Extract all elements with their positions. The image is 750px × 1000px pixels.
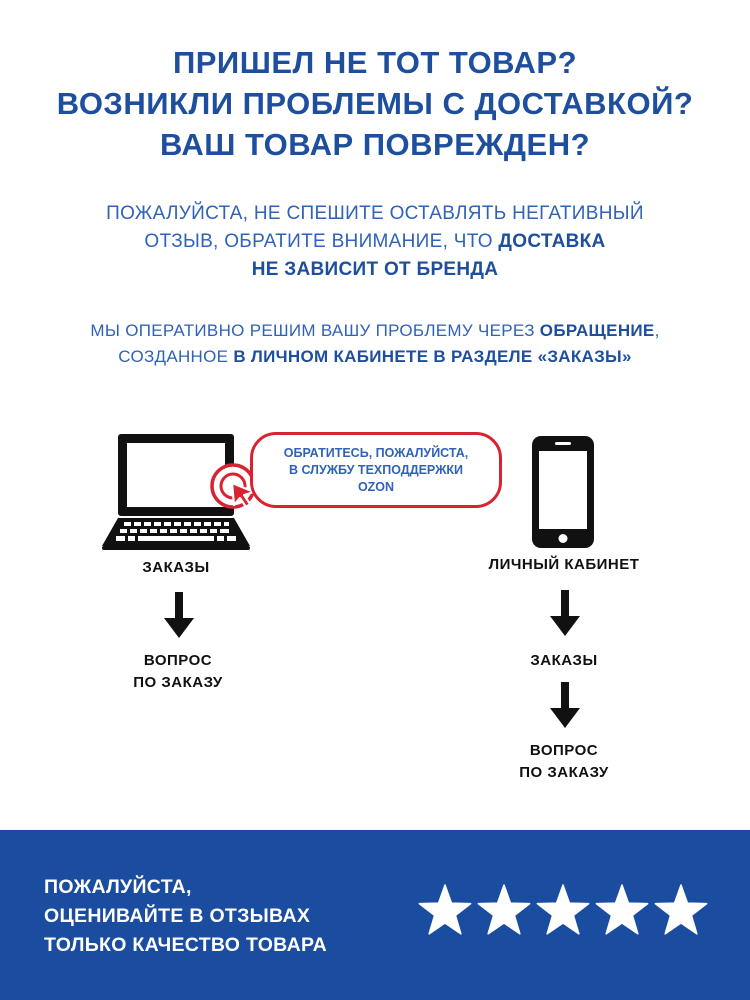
review-banner-line-1: ПОЖАЛУЙСТА,: [44, 876, 192, 898]
notice-brand-emphasis: НЕ ЗАВИСИТ ОТ БРЕНДА: [251, 259, 499, 280]
star-icon: [595, 884, 649, 938]
review-banner-text: [44, 873, 327, 960]
arrow-down-icon: [550, 590, 580, 638]
headline-line-2: ВОЗНИКЛИ ПРОБЛЕМЫ С ДОСТАВКОЙ?: [56, 86, 694, 121]
star-icon: [418, 884, 472, 938]
desktop-step-orders: [100, 557, 252, 579]
notice-paragraph: [0, 200, 750, 284]
mobile-step-cabinet-text: ЛИЧНЫЙ КАБИНЕТ: [488, 556, 640, 573]
mobile-step-orders: [470, 650, 658, 672]
resolve-appeal-emphasis: ОБРАЩЕНИЕ: [539, 321, 655, 340]
star-icon: [536, 884, 590, 938]
star-icon: [654, 884, 708, 938]
support-bubble-line-2: В СЛУЖБУ ТЕХПОДДЕРЖКИ: [288, 462, 464, 477]
mobile-step-orders-text: ЗАКАЗЫ: [530, 652, 598, 669]
resolve-line-2: [0, 344, 750, 370]
resolve-line-1-comma: ,: [654, 321, 660, 340]
notice-line-3: [0, 256, 750, 284]
smartphone-icon: [530, 434, 596, 550]
mobile-step-question-line-2: ПО ЗАКАЗУ: [519, 764, 609, 781]
review-banner-line-3: ТОЛЬКО КАЧЕСТВО ТОВАРА: [44, 934, 327, 956]
resolve-line-1: [0, 318, 750, 344]
desktop-step-orders-text: ЗАКАЗЫ: [142, 559, 210, 576]
headline-line-1: ПРИШЕЛ НЕ ТОТ ТОВАР?: [172, 45, 578, 80]
mobile-step-personal-cabinet: [450, 554, 678, 576]
notice-line-2-text: ОТЗЫВ, ОБРАТИТЕ ВНИМАНИЕ, ЧТО: [144, 231, 499, 252]
support-bubble: [250, 432, 502, 508]
mobile-step-order-question: [470, 740, 658, 784]
resolve-line-2-text: СОЗДАННОЕ: [118, 347, 234, 366]
notice-line-2: [0, 228, 750, 256]
headline: [0, 42, 750, 165]
arrow-down-icon: [550, 682, 580, 730]
arrow-down-icon: [164, 592, 194, 640]
rating-stars: [418, 882, 708, 940]
mobile-step-question-line-1: ВОПРОС: [529, 742, 599, 759]
resolve-paragraph: [0, 318, 750, 370]
resolve-cabinet-emphasis: В ЛИЧНОМ КАБИНЕТЕ В РАЗДЕЛЕ «ЗАКАЗЫ»: [233, 347, 632, 366]
star-icon: [477, 884, 531, 938]
review-banner: [0, 830, 750, 1000]
review-banner-line-2: ОЦЕНИВАЙТЕ В ОТЗЫВАХ: [44, 905, 311, 927]
desktop-step-question-line-1: ВОПРОС: [143, 652, 213, 669]
support-bubble-line-3: OZON: [357, 479, 395, 494]
notice-delivery-emphasis: ДОСТАВКА: [498, 231, 606, 252]
desktop-step-question-line-2: ПО ЗАКАЗУ: [133, 674, 223, 691]
headline-line-3: ВАШ ТОВАР ПОВРЕЖДЕН?: [159, 127, 591, 162]
desktop-step-order-question: [90, 650, 266, 694]
resolve-line-1-text: МЫ ОПЕРАТИВНО РЕШИМ ВАШУ ПРОБЛЕМУ ЧЕРЕЗ: [90, 321, 540, 340]
notice-line-1: ПОЖАЛУЙСТА, НЕ СПЕШИТЕ ОСТАВЛЯТЬ НЕГАТИВНЫЙ: [106, 203, 644, 224]
support-bubble-line-1: ОБРАТИТЕСЬ, ПОЖАЛУЙСТА,: [283, 445, 469, 460]
